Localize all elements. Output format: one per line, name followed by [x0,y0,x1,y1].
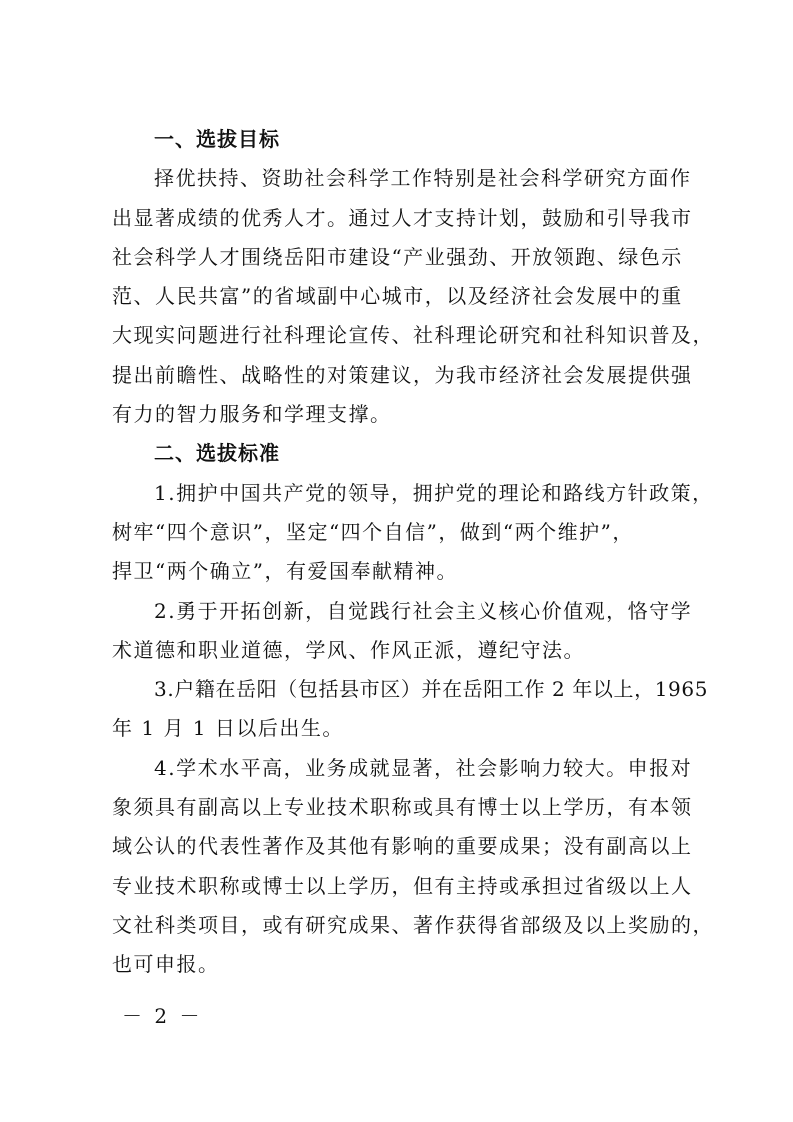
text-line: 象须具有副高以上专业技术职称或具有博士以上学历，有本领 [112,795,693,820]
text-line: 有力的智力服务和学理支撑。 [112,402,392,427]
text-line: 年 1 月 1 日以后出生。 [112,716,344,741]
text-line: 择优扶持、资助社会科学工作特别是社会科学研究方面作 [154,166,692,191]
section1-paragraph [112,159,714,434]
text-line: 域公认的代表性著作及其他有影响的重要成果；没有副高以上 [112,834,693,859]
text-line: 出显著成绩的优秀人才。通过人才支持计划，鼓励和引导我市 [112,205,693,230]
text-line: 3.户籍在岳阳（包括县市区）并在岳阳工作 2 年以上，1965 [154,677,709,702]
text-line: 4.学术水平高，业务成就显著，社会影响力较大。申报对 [154,755,693,780]
page-number: － 2 － [122,1004,203,1028]
text-line: 范、人民共富”的省域副中心城市，以及经济社会发展中的重 [112,284,683,309]
text-line: 也可申报。 [112,952,220,977]
text-line: 大现实问题进行社科理论宣传、社科理论研究和社科知识普及， [112,323,714,348]
text-line: 社会科学人才围绕岳阳市建设“产业强劲、开放领跑、绿色示 [112,244,683,269]
section2-heading: 二、选拔标准 [154,441,280,466]
document-body [112,120,714,985]
text-line: 专业技术职称或博士以上学历，但有主持或承担过省级以上人 [112,873,693,898]
text-line: 1.拥护中国共产党的领导，拥护党的理论和路线方针政策， [154,480,714,505]
criterion-3 [112,670,709,749]
criterion-4 [112,749,714,985]
section1-heading: 一、选拔目标 [154,127,280,151]
text-line: 文社科类项目，或有研究成果、著作获得省部级及以上奖励的， [112,912,714,937]
text-line: 树牢“四个意识”，坚定“四个自信”，做到“两个维护”， [112,519,634,544]
text-line: 2.勇于开拓创新，自觉践行社会主义核心价值观，恪守学 [154,598,693,623]
criterion-1 [112,474,714,592]
text-line: 提出前瞻性、战略性的对策建议，为我市经济社会发展提供强 [112,362,693,387]
criterion-2 [112,592,692,671]
text-line: 术道德和职业道德，学风、作风正派，遵纪守法。 [112,637,585,662]
text-line: 捍卫“两个确立”，有爱国奉献精神。 [112,559,458,584]
